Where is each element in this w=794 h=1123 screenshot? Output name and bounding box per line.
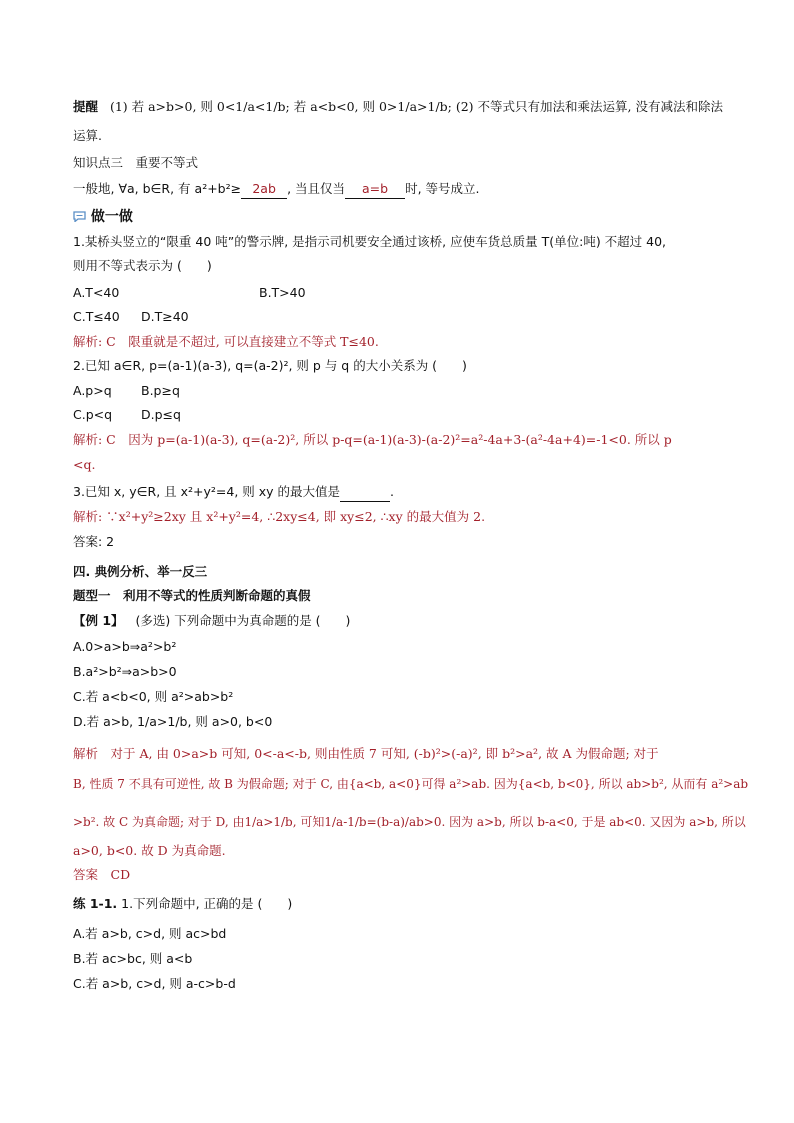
q2-option-d: D.p≤q	[141, 407, 181, 422]
q1-option-d: D.T≥40	[141, 309, 189, 324]
exercise-1-1-stem: 练 1-1. 1.下列命题中, 正确的是 ( )	[73, 896, 293, 911]
tip-line-1	[73, 98, 723, 116]
exercise-1-1-option-c: C.若 a>b, c>d, 则 a-c>b-d	[73, 976, 236, 991]
example-1-option-d: D.若 a>b, 1/a>1/b, 则 a>0, b<0	[73, 714, 273, 729]
q2-option-a: A.p>q	[73, 383, 112, 398]
q3-stem: 3.已知 x, y∈R, 且 x²+y²=4, 则 xy 的最大值是 .	[73, 483, 394, 502]
section-4-title: 四. 典例分析、举一反三	[73, 564, 208, 579]
q2-option-c: C.p<q	[73, 407, 113, 422]
q1-option-b: B.T>40	[259, 285, 306, 300]
example-1-answer: 答案 CD	[73, 867, 131, 882]
exercise-1-1-label: 练 1-1.	[73, 896, 118, 911]
example-1-stem: 【例 1】 (多选) 下列命题中为真命题的是 ( )	[73, 613, 351, 628]
q2-stem: 2.已知 a∈R, p=(a-1)(a-3), q=(a-2)², 则 p 与 q 的大小关系为 ( )	[73, 358, 467, 373]
tip-text: (1) 若 a>b>0, 则 0<1/a<1/b; 若 a<b<0, 则 0>1/a>1/b; (2) 不等式只有加法和乘法运算, 没有减法和除法	[109, 99, 723, 114]
tip-label: 提醒	[73, 99, 99, 114]
example-1-label: 【例 1】	[73, 613, 124, 628]
q1-option-a: A.T<40	[73, 285, 120, 300]
chat-bubble-icon	[73, 211, 86, 222]
example-1-analysis-2: B, 性质 7 不具有可逆性, 故 B 为假命题; 对于 C, 由{a<b, a<0}可得 a²>ab. 因为{a<b, b<0}, 所以 ab>b², 从而有 a²>ab	[73, 777, 749, 791]
q2-analysis-1: 解析: C 因为 p=(a-1)(a-3), q=(a-2)², 所以 p-q=(a-1)(a-3)-(a-2)²=a²-4a+3-(a²-4a+4)=-1<0. 所以 p	[73, 432, 672, 447]
example-1-option-a: A.0>a>b⇒a²>b²	[73, 639, 177, 654]
q1-stem-2: 则用不等式表示为 ( )	[73, 258, 212, 273]
q2-analysis-2: <q.	[73, 457, 96, 472]
example-1-analysis-4: a>0, b<0. 故 D 为真命题.	[73, 843, 226, 858]
practice-heading: 做一做	[73, 208, 133, 226]
q3-answer-blank	[340, 483, 390, 502]
q3-analysis: 解析: ∵x²+y²≥2xy 且 x²+y²=4, ∴2xy≤4, 即 xy≤2, ∴xy 的最大值为 2.	[73, 509, 486, 524]
q3-answer: 答案: 2	[73, 534, 115, 549]
kp3-statement: 一般地, ∀a, b∈R, 有 a²+b²≥ 2ab , 当且仅当 a=b 时, 等号成立.	[73, 180, 479, 199]
kp3-title: 知识点三 重要不等式	[73, 155, 199, 170]
kp3-blank-2: a=b	[345, 180, 405, 199]
example-1-option-c: C.若 a<b<0, 则 a²>ab>b²	[73, 689, 234, 704]
kp3-blank-1: 2ab	[241, 180, 287, 199]
example-1-analysis-3: >b². 故 C 为真命题; 对于 D, 由1/a>1/b, 可知1/a-1/b=(b-a)/ab>0. 因为 a>b, 所以 b-a<0, 于是 ab<0. 又因为 a>b, 所以	[73, 815, 746, 829]
exercise-1-1-option-a: A.若 a>b, c>d, 则 ac>bd	[73, 926, 227, 941]
tip-line-2: 运算.	[73, 128, 102, 143]
exercise-1-1-option-b: B.若 ac>bc, 则 a<b	[73, 951, 193, 966]
q1-stem-1: 1.某桥头竖立的“限重 40 吨”的警示牌, 是指示司机要安全通过该桥, 应使车货总质量 T(单位:吨) 不超过 40,	[73, 234, 667, 249]
q2-option-b: B.p≥q	[141, 383, 180, 398]
example-1-option-b: B.a²>b²⇒a>b>0	[73, 664, 177, 679]
type-1-title: 题型一 利用不等式的性质判断命题的真假	[73, 588, 311, 603]
example-1-analysis-1: 解析 对于 A, 由 0>a>b 可知, 0<-a<-b, 则由性质 7 可知, (-b)²>(-a)², 即 b²>a², 故 A 为假命题; 对于	[73, 746, 659, 761]
q1-analysis: 解析: C 限重就是不超过, 可以直接建立不等式 T≤40.	[73, 334, 379, 349]
q1-option-c: C.T≤40	[73, 309, 120, 324]
